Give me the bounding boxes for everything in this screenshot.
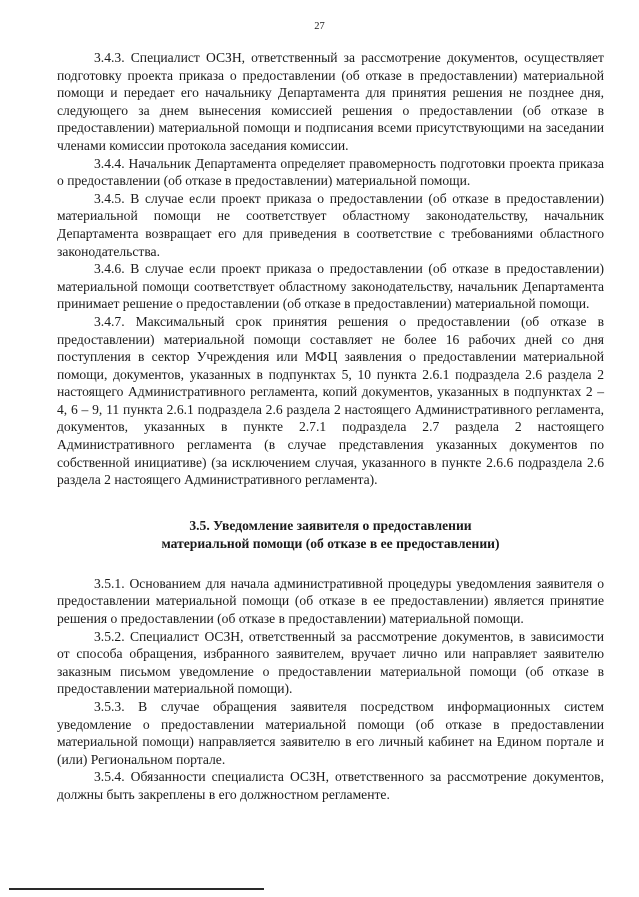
paragraph-3-4-3: 3.4.3. Специалист ОСЗН, ответственный за рассмотрение документов, осуществляет подготовку проекта приказа о предоставлении (об отказе в предоставлении) материальной помощи и передает его начальнику Департамента для принятия решения не позднее дня, следующего за днем вынесения комиссией решения о предоставлении (об отказе в предоставлении) материальной помощи и подписания всеми присутствующими на заседании членами комиссии протокола заседания комиссии. bbox=[57, 50, 604, 153]
section-heading-line-2: материальной помощи (об отказе в ее предоставлении) bbox=[161, 535, 500, 551]
paragraph-3-5-1: 3.5.1. Основанием для начала административной процедуры уведомления заявителя о предоставлении материальной помощи (об отказе в ее предоставлении) является принятие решения о предоставлении (об отказе в предоставлении) материальной помощи. bbox=[57, 575, 604, 627]
section-heading-3-5 bbox=[57, 517, 604, 553]
paragraph-3-4-5: 3.4.5. В случае если проект приказа о предоставлении (об отказе в предоставлении) материальной помощи не соответствует областному законодательству, начальник Департамента возвращает его для приведения в соответствие с требованиями областного законодательства. bbox=[57, 190, 604, 259]
document-body bbox=[57, 49, 604, 804]
paragraph-3-4-4: 3.4.4. Начальник Департамента определяет правомерность подготовки проекта приказа о предоставлении (об отказе в предоставлении) материальной помощи. bbox=[57, 155, 604, 189]
page-number: 27 bbox=[314, 21, 325, 32]
paragraph-3-5-2: 3.5.2. Специалист ОСЗН, ответственный за рассмотрение документов, в зависимости от способа обращения, избранного заявителем, вручает лично или направляет заявителю заказным письмом уведомление о предоставлении материальной помощи (об отказе в предоставлении материальной помощи). bbox=[57, 628, 604, 697]
section-heading-line-1: 3.5. Уведомление заявителя о предоставлении bbox=[189, 517, 472, 533]
paragraph-3-5-4: 3.5.4. Обязанности специалиста ОСЗН, ответственного за рассмотрение документов, должны быть закреплены в его должностном регламенте. bbox=[57, 769, 604, 802]
paragraph-3-4-7: 3.4.7. Максимальный срок принятия решения о предоставлении (об отказе в предоставлении) материальной помощи составляет не более 16 рабочих дней со дня поступления в сектор Учреждения или МФЦ заявления о предоставлении материальной помощи, документов, указанных в подпунктах 5, 10 пункта 2.6.1 подраздела 2.6 раздела 2 настоящего Административного регламента, копий документов, указанных в подпунктах 2 – 4, 6 – 9, 11 пункта 2.6.1 подраздела 2.6 раздела 2 настоящего Административного регламента, документов, указанных в пункте 2.7.1 подраздела 2.7 раздела 2 настоящего Административного регламента (в случае представления указанных документов по собственной инициативе) (за исключением случая, указанного в пункте 2.6.6 подраздела 2.6 раздела 2 настоящего Административного регламента). bbox=[57, 313, 604, 488]
paragraph-3-4-6: 3.4.6. В случае если проект приказа о предоставлении (об отказе в предоставлении) материальной помощи соответствует областному законодательству, начальник Департамента принимает решение о предоставлении (об отказе в предоставлении) материальной помощи. bbox=[57, 261, 604, 312]
footer-rule bbox=[9, 888, 264, 890]
paragraph-3-5-3: 3.5.3. В случае обращения заявителя посредством информационных систем уведомление о предоставлении материальной помощи (об отказе в предоставлении материальной помощи) направляется заявителю в его личный кабинет на Едином портале и (или) Региональном портале. bbox=[57, 699, 604, 767]
